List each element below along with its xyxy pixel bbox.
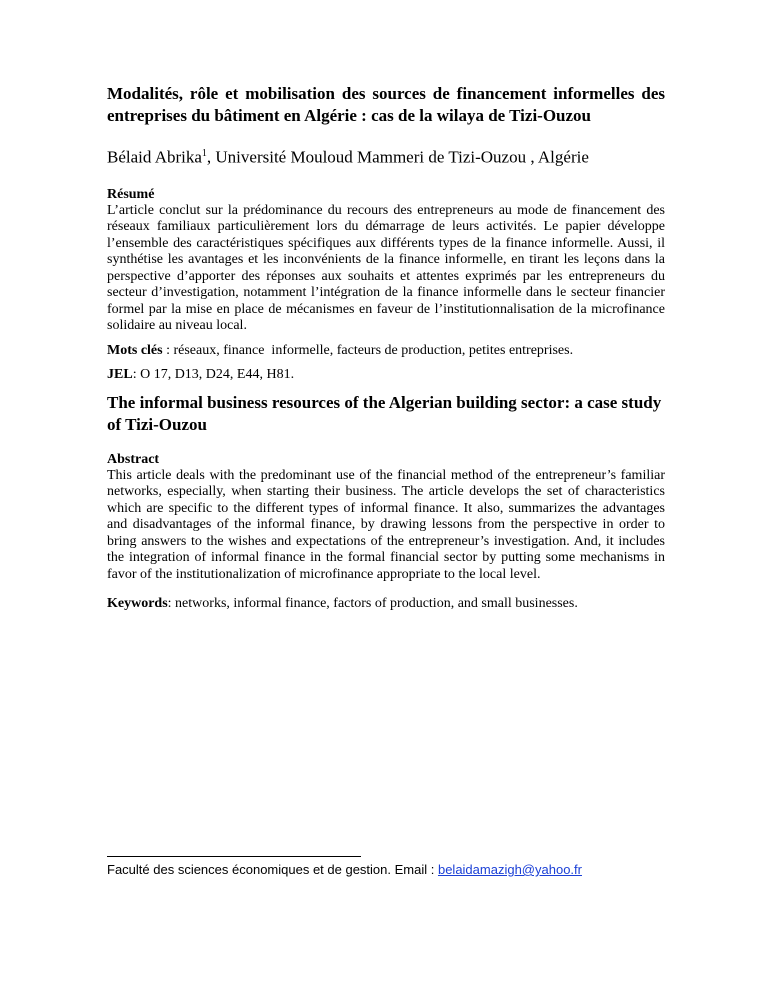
resume-section	[107, 187, 665, 335]
jel-codes	[107, 367, 665, 384]
author-affiliation: , Université Mouloud Mammeri de Tizi-Ouzou , Algérie	[206, 147, 589, 167]
footnote-divider	[107, 856, 361, 857]
english-keywords-label: Keywords	[107, 596, 168, 612]
english-title: The informal business resources of the Algerian building sector: a case study of Tizi-Ouzou	[107, 392, 662, 434]
english-keywords	[107, 596, 665, 613]
footnote	[107, 862, 667, 878]
english-keywords-text: : networks, informal finance, factors of production, and small businesses.	[167, 596, 578, 612]
jel-label: JEL	[107, 367, 133, 383]
author-line	[107, 143, 665, 169]
footnote-marker[interactable]: 1	[201, 148, 207, 159]
article-page	[107, 83, 665, 613]
footnote-text: Faculté des sciences économiques et de gestion. Email :	[107, 862, 438, 877]
french-title: Modalités, rôle et mobilisation des sources de financement informelles des entreprises du bâtiment en Algérie : cas de la wilaya de Tizi-Ouzou	[107, 84, 665, 125]
french-keywords	[107, 343, 665, 360]
abstract-section	[107, 452, 665, 584]
abstract-heading: Abstract	[107, 451, 160, 467]
author-name: Bélaid Abrika	[107, 147, 202, 167]
resume-heading: Résumé	[107, 186, 155, 202]
jel-text: : O 17, D13, D24, E44, H81.	[132, 367, 295, 383]
resume-text: L’article conclut sur la prédominance du recours des entrepreneurs au mode de financement des réseaux familiaux particulièrement lors du démarrage de leurs activités. Le papier développe l’ensemble des caractéristiques spécifiques aux différents types de la finance informelle. Aussi, il synthétise les avantages et les inconvénients de la finance informelle, en tirant les leçons dans la perspective d’apporter des réponses aux souhaits et attentes exprimés par les entrepreneurs du secteur d’investigation, notamment l’intégration de la finance informelle dans le secteur financier formel par la mise en place de mécanismes en faveur de l’institutionnalisation de la microfinance solidaire au niveau local.	[107, 202, 665, 334]
abstract-text: This article deals with the predominant use of the financial method of the entrepreneur’s familiar networks, especially, when starting their business. The article develops the set of characteristics which are specific to the different types of informal finance. It also, summarizes the advantages and disadvantages of the informal finance, by drawing lessons from the perspective in order to bring answers to the wishes and expectations of the entrepreneur’s investigation. And, it includes the integration of informal finance in the formal financial sector by putting some mechanisms in favor of the institutionalization of microfinance appropriate to the local level.	[107, 467, 665, 582]
email-link[interactable]: belaidamazigh@yahoo.fr	[437, 862, 582, 877]
french-keywords-label: Mots clés	[107, 342, 163, 358]
french-keywords-text: : réseaux, finance informelle, facteurs de production, petites entreprises.	[162, 342, 574, 358]
